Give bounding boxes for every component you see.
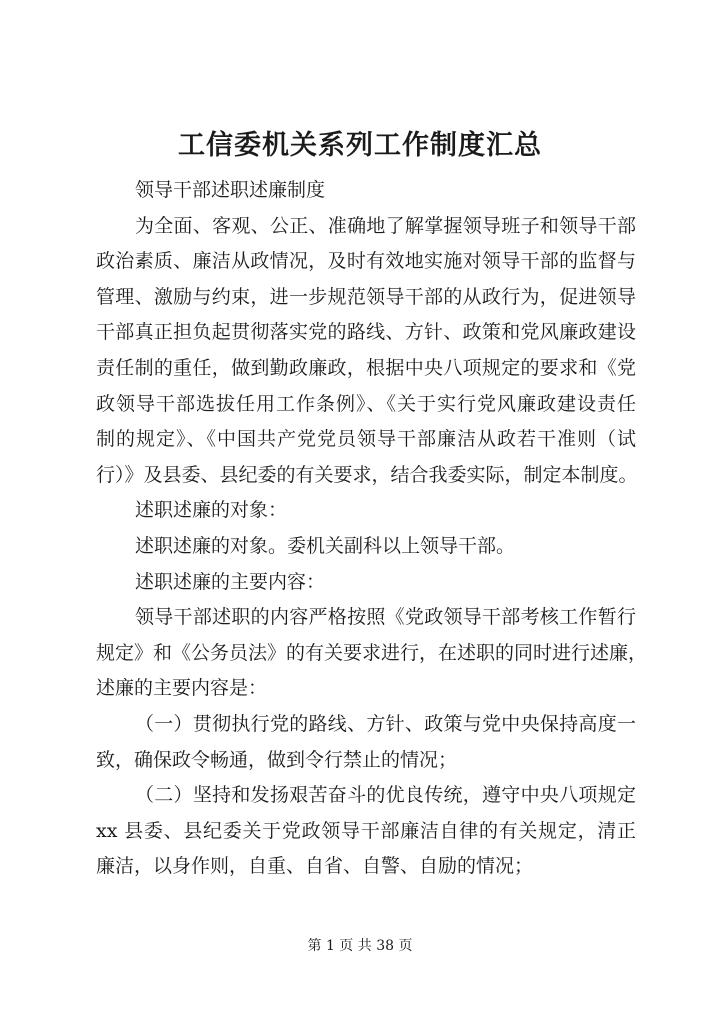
text-line: 政治素质、廉洁从政情况，及时有效地实施对领导干部的监督与 [96, 250, 636, 273]
text-line: 为全面、客观、公正、准确地了解掌握领导班子和领导干部 [135, 214, 636, 237]
text-line: （二）坚持和发扬艰苦奋斗的优良传统，遵守中央八项规定 [135, 784, 636, 807]
text-line: 责任制的重任，做到勤政廉政，根据中央八项规定的要求和《党 [96, 356, 636, 379]
text-line: （一）贯彻执行党的路线、方针、政策与党中央保持高度一 [135, 712, 636, 735]
document-body [96, 173, 648, 885]
text-line: 规定》和《公务员法》的有关要求进行，在述职的同时进行述廉， [96, 641, 648, 664]
text-line: 述廉的主要内容是： [96, 677, 268, 700]
page-footer: 第 1 页 共 38 页 [307, 938, 413, 954]
text-line: 领导干部述职述廉制度 [135, 179, 326, 201]
text-line: 制的规定》、《中国共产党党员领导干部廉洁从政若干准则（试 [96, 428, 636, 451]
text-line: 政领导干部选拔任用工作条例》、《关于实行党风廉政建设责任 [96, 392, 636, 415]
text-line: 致，确保政令畅通，做到令行禁止的情况； [96, 748, 458, 771]
text-line: xx 县委、县纪委关于党政领导干部廉洁自律的有关规定，清正 [96, 819, 636, 842]
text-line: 干部真正担负起贯彻落实党的路线、方针、政策和党风廉政建设 [96, 321, 636, 344]
document-title: 工信委机关系列工作制度汇总 [178, 130, 542, 161]
text-line: 述职述廉的主要内容： [135, 570, 326, 593]
text-line: 廉洁，以身作则，自重、自省、自警、自励的情况； [96, 855, 534, 878]
text-line: 管理、激励与约束，进一步规范领导干部的从政行为，促进领导 [96, 285, 636, 308]
text-line: 行）》及县委、县纪委的有关要求，结合我委实际，制定本制度。 [96, 463, 638, 486]
text-line: 述职述廉的对象。委机关副科以上领导干部。 [135, 534, 516, 557]
text-line: 领导干部述职的内容严格按照《党政领导干部考核工作暂行 [135, 606, 636, 629]
text-line: 述职述廉的对象： [135, 499, 288, 522]
